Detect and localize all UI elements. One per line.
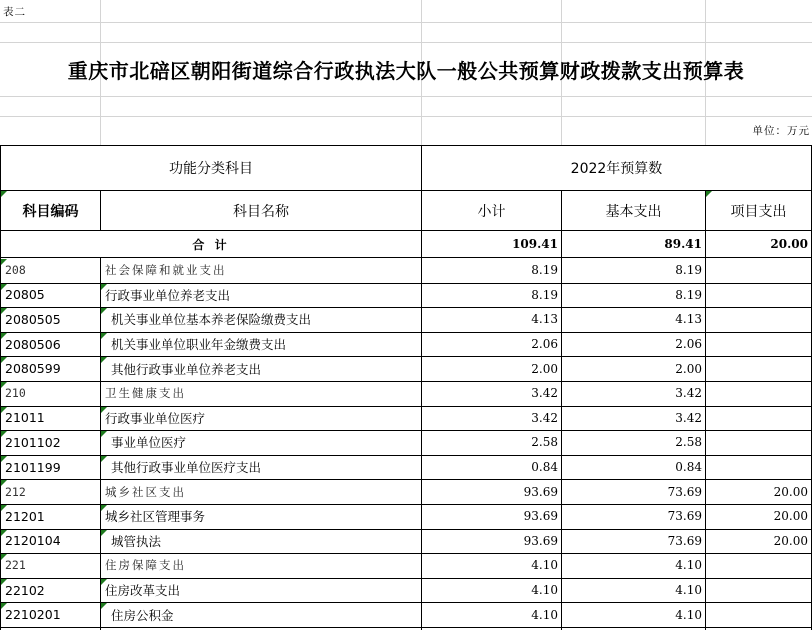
cell-marker-icon: [1, 284, 7, 290]
cell-marker-icon: [1, 554, 7, 560]
cell-marker-icon: [1, 480, 7, 486]
cell-marker-icon: [1, 407, 7, 413]
row-subtotal: 93.69: [523, 533, 558, 548]
header-budget-year: 2022年预算数: [570, 161, 663, 177]
row-subtotal: 4.10: [531, 607, 558, 622]
row-project: [706, 578, 811, 603]
row-name: 卫生健康支出: [105, 386, 186, 401]
row-project: [706, 283, 811, 308]
row-subtotal: 0.84: [531, 460, 558, 475]
row-name: 城乡社区管理事务: [105, 509, 206, 525]
row-subtotal: 8.19: [531, 287, 558, 302]
cell-marker-icon: [101, 357, 107, 363]
row-basic: 4.10: [675, 583, 702, 598]
cell-marker-icon: [1, 382, 7, 388]
total-basic: 89.41: [664, 237, 702, 251]
row-code: 208: [5, 263, 26, 278]
row-code: 2080599: [5, 361, 61, 377]
cell-marker-icon: [101, 284, 107, 290]
row-project: 20.00: [773, 509, 808, 524]
row-project: [706, 381, 811, 406]
row-code: 221: [5, 558, 26, 573]
row-code: 2101199: [5, 459, 61, 475]
row-code: 2210201: [5, 607, 61, 623]
row-code: 21011: [5, 410, 45, 426]
row-subtotal: 2.06: [531, 337, 558, 352]
row-name: 社会保障和就业支出: [105, 263, 227, 278]
row-subtotal: 2.58: [531, 435, 558, 450]
row-project: [706, 455, 811, 480]
row-project: [706, 258, 811, 283]
cell-marker-icon: [101, 456, 107, 462]
row-basic: 2.00: [675, 361, 702, 376]
cell-marker-icon: [101, 333, 107, 339]
row-name: 行政事业单位养老支出: [105, 287, 231, 303]
row-name: 城乡社区支出: [105, 484, 186, 499]
row-basic: 73.69: [667, 533, 702, 548]
sheet-label: 表二: [3, 5, 26, 18]
cell-marker-icon: [1, 579, 7, 585]
row-name: 住房保障支出: [105, 558, 186, 573]
row-basic: 73.69: [667, 509, 702, 524]
cell-marker-icon: [101, 505, 107, 511]
row-subtotal: 4.10: [531, 558, 558, 573]
row-code: 22102: [5, 582, 45, 598]
unit-label: 单位：万元: [752, 125, 810, 137]
row-basic: 8.19: [675, 287, 702, 302]
row-name: 行政事业单位医疗: [105, 410, 206, 426]
row-basic: 73.69: [667, 484, 702, 499]
row-code: 2120104: [5, 533, 61, 549]
cell-marker-icon: [1, 505, 7, 511]
row-basic: 4.13: [675, 312, 702, 327]
cell-marker-icon: [1, 357, 7, 363]
row-basic: 0.84: [675, 460, 702, 475]
cell-marker-icon: [1, 530, 7, 536]
row-project: [706, 553, 811, 578]
header-name: 科目名称: [233, 203, 289, 220]
row-code: 2080506: [5, 336, 61, 352]
row-project: [706, 356, 811, 381]
cell-marker-icon: [101, 407, 107, 413]
cell-marker-icon: [101, 431, 107, 437]
row-subtotal: 2.00: [531, 361, 558, 376]
table-title: 重庆市北碚区朝阳街道综合行政执法大队一般公共预算财政拨款支出预算表: [67, 59, 745, 83]
row-project: [706, 602, 811, 627]
cell-marker-icon: [1, 431, 7, 437]
row-basic: 3.42: [675, 386, 702, 401]
row-name: 事业单位医疗: [111, 435, 187, 451]
row-project: [706, 307, 811, 332]
total-subtotal: 109.41: [512, 237, 558, 251]
row-subtotal: 4.13: [531, 312, 558, 327]
header-functional-category: 功能分类科目: [169, 161, 253, 177]
row-name: 住房改革支出: [105, 583, 181, 599]
row-name: 城管执法: [111, 533, 162, 549]
row-basic: 3.42: [675, 410, 702, 425]
row-project: [706, 406, 811, 431]
row-name: 机关事业单位职业年金缴费支出: [111, 337, 287, 353]
row-code: 2101102: [5, 434, 61, 450]
row-basic: 8.19: [675, 263, 702, 278]
cell-marker-icon: [101, 530, 107, 536]
total-label: 合 计: [192, 237, 230, 252]
cell-marker-icon: [101, 603, 107, 609]
row-code: 20805: [5, 287, 45, 303]
cell-marker-icon: [1, 603, 7, 609]
row-basic: 2.06: [675, 337, 702, 352]
row-basic: 4.10: [675, 607, 702, 622]
cell-marker-icon: [101, 579, 107, 585]
row-subtotal: 3.42: [531, 386, 558, 401]
total-project: 20.00: [770, 237, 808, 251]
row-basic: 4.10: [675, 558, 702, 573]
header-basic: 基本支出: [605, 203, 662, 220]
row-name: 机关事业单位基本养老保险缴费支出: [111, 312, 312, 328]
row-name: 其他行政事业单位养老支出: [111, 361, 262, 377]
row-project: [706, 332, 811, 357]
row-project: 20.00: [773, 484, 808, 499]
row-subtotal: 3.42: [531, 410, 558, 425]
row-code: 212: [5, 484, 26, 499]
cell-marker-icon: [1, 333, 7, 339]
header-subtotal: 小计: [477, 203, 506, 220]
row-subtotal: 93.69: [523, 509, 558, 524]
cell-marker-icon: [1, 308, 7, 314]
row-code: 210: [5, 386, 26, 401]
row-project: 20.00: [773, 533, 808, 548]
row-code: 2080505: [5, 311, 61, 327]
row-code: 21201: [5, 508, 45, 524]
row-subtotal: 4.10: [531, 583, 558, 598]
row-subtotal: 8.19: [531, 263, 558, 278]
row-basic: 2.58: [675, 435, 702, 450]
row-subtotal: 93.69: [523, 484, 558, 499]
cell-marker-icon: [1, 456, 7, 462]
header-code: 科目编码: [22, 203, 79, 220]
cell-marker-icon: [101, 308, 107, 314]
row-project: [706, 430, 811, 455]
cell-marker-icon: [1, 259, 7, 265]
header-project: 项目支出: [730, 203, 787, 220]
row-name: 住房公积金: [111, 607, 174, 623]
row-name: 其他行政事业单位医疗支出: [111, 460, 262, 476]
